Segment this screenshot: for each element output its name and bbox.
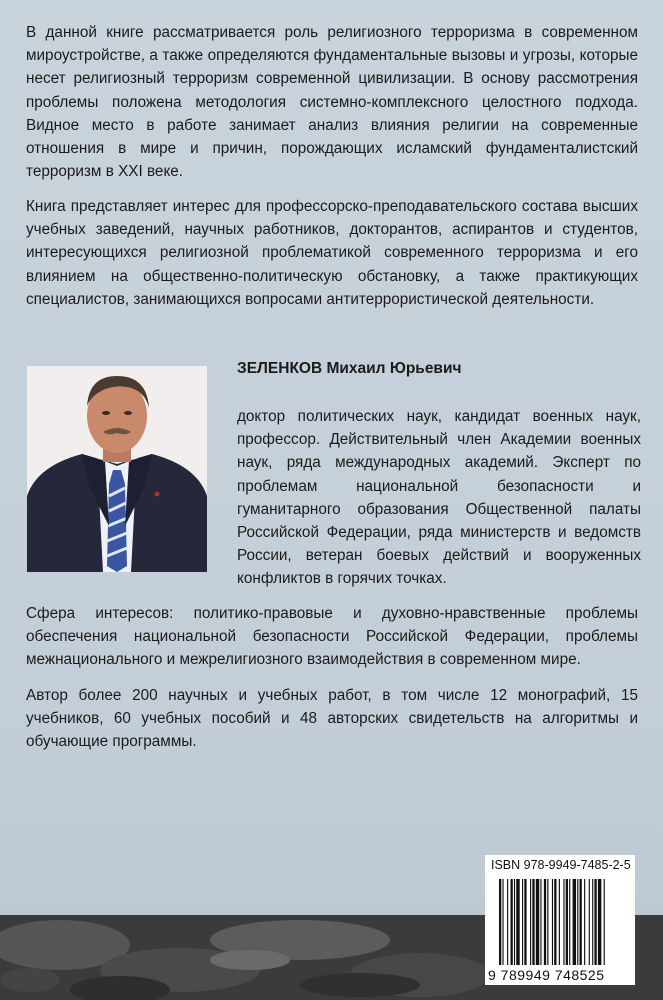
- barcode: [485, 855, 635, 985]
- interests-paragraph: Сфера интересов: политико-правовые и духовно-нравственные проблемы обеспечения национальной безопасности Российской Федерации, проблемы межнационального и межрелигиозного взаимодействия в современном мире.: [26, 605, 638, 669]
- author-photo: [27, 366, 207, 572]
- annotation-paragraph-2: Книга представляет интерес для профессорско-преподавательского состава высших учебных заведений, научных работников, докторантов, аспирантов и студентов, интересующихся религиозной проблематикой современного терроризма и его влиянием на общественно-политическую обстановку, а также практикующих специалистов, занимающихся вопросами антитеррористической деятельности.: [26, 198, 638, 308]
- isbn-label: ISBN 978-9949-7485-2-5: [491, 858, 631, 872]
- annotation-paragraph-1: В данной книге рассматривается роль религиозного терроризма в современном мироустройстве, а также определяются фундаментальные вызовы и угрозы, которые несет религиозный терроризм современной цивилизации. В основу рассмотрения проблемы положена методология системно-комплексного целостного подхода. Видное место в работе занимает анализ влияния религии на современные отношения в мире и причин, порождающих исламский фундаменталистский терроризм в XXI веке.: [26, 24, 638, 181]
- works-paragraph: Автор более 200 научных и учебных работ, в том числе 12 монографий, 15 учебников, 60 учебных пособий и 48 авторских свидетельств на алгоритмы и обучающие программы.: [26, 687, 638, 751]
- barcode-digits: 9 789949 748525: [488, 967, 605, 983]
- author-bio: доктор политических наук, кандидат военных наук, профессор. Действительный член Академии военных наук, ряда международных академий. Эксперт по проблемам национальной безопасности и гуманитарного образования Общественной палаты Российской Федерации, ряда министерств и ведомств России, ветеран боевых действий и вооруженных конфликтов в горячих точках.: [237, 408, 641, 588]
- barcode-bars: [485, 855, 635, 985]
- author-name: ЗЕЛЕНКОВ Михаил Юрьевич: [237, 360, 462, 377]
